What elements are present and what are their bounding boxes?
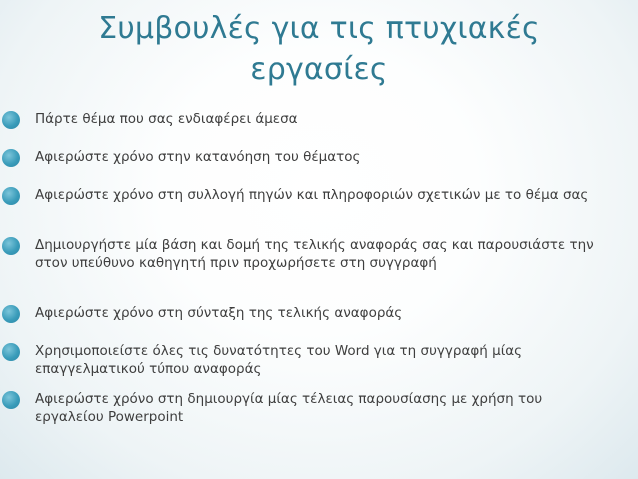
bullet-text: Αφιερώστε χρόνο στη δημιουργία μίας τέλειας παρουσίασης με χρήση του εργαλείου Powerpoint	[35, 391, 543, 425]
bullet-text: Αφιερώστε χρόνο στην κατανόηση του θέματος	[35, 149, 361, 165]
bullet-circle-icon	[2, 111, 20, 129]
bullet-text: Δημιουργήστε μία βάση και δομή της τελικής αναφοράς σας και παρουσιάστε την στον υπεύθυνο καθηγητή πριν προχωρήσετε στη συγγραφή	[35, 237, 594, 271]
bullet-text: Πάρτε θέμα που σας ενδιαφέρει άμεσα	[35, 111, 298, 127]
bullet-circle-icon	[2, 305, 20, 323]
bullet-text: Αφιερώστε χρόνο στη σύνταξη της τελικής αναφοράς	[35, 305, 403, 321]
bullet-text: Χρησιμοποιείστε όλες τις δυνατότητες του Word για τη συγγραφή μίας επαγγελματικού τύπου αναφοράς	[35, 343, 523, 377]
bullet-circle-icon	[2, 187, 20, 205]
bullet-circle-icon	[2, 237, 20, 255]
slide-title: Συμβουλές για τις πτυχιακές εργασίες	[98, 11, 540, 87]
bullet-circle-icon	[2, 149, 20, 167]
bullet-text: Αφιερώστε χρόνο στη συλλογή πηγών και πληροφοριών σχετικών με το θέμα σας	[35, 187, 589, 203]
bullet-circle-icon	[2, 343, 20, 361]
bullet-circle-icon	[2, 391, 20, 409]
